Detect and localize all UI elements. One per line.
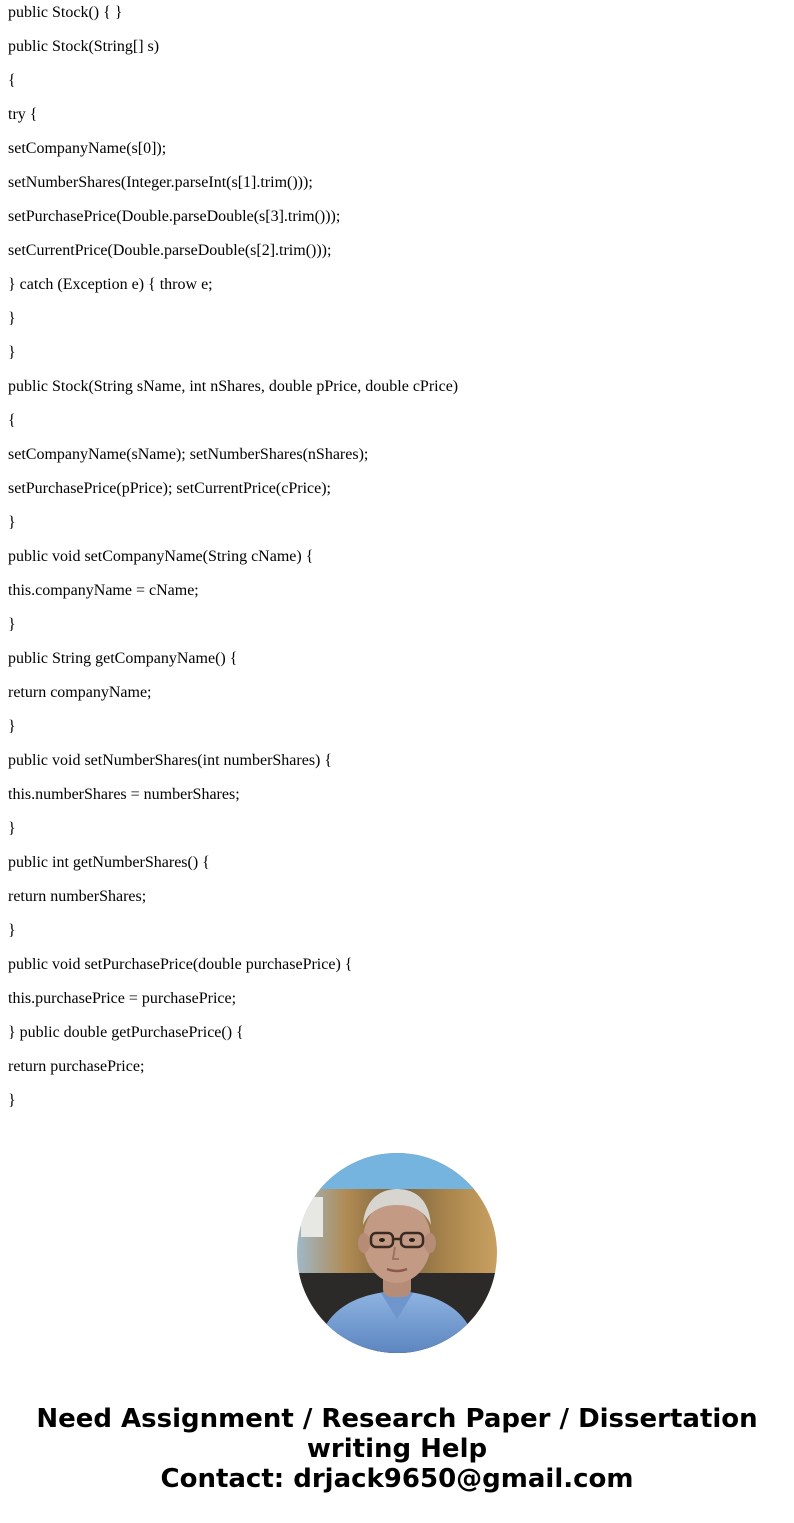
code-line: setCompanyName(sName); setNumberShares(nShares);	[8, 446, 369, 463]
code-line: setCompanyName(s[0]);	[8, 140, 167, 157]
author-avatar	[297, 1153, 497, 1353]
code-line: return numberShares;	[8, 888, 147, 905]
promo-banner	[0, 1404, 794, 1494]
code-line: } public double getPurchasePrice() {	[8, 1024, 244, 1041]
code-line: return companyName;	[8, 684, 152, 701]
code-line: public void setPurchasePrice(double purchasePrice) {	[8, 956, 353, 973]
code-line: public Stock(String[] s)	[8, 38, 160, 55]
code-line: public String getCompanyName() {	[8, 650, 238, 667]
code-line: }	[8, 718, 16, 735]
person-photo-icon	[297, 1153, 497, 1353]
code-line: return purchasePrice;	[8, 1058, 145, 1075]
code-line: public Stock(String sName, int nShares, double pPrice, double cPrice)	[8, 378, 459, 395]
code-listing	[8, 0, 786, 1122]
code-line: setNumberShares(Integer.parseInt(s[1].trim()));	[8, 174, 313, 191]
code-line: setCurrentPrice(Double.parseDouble(s[2].trim()));	[8, 242, 332, 259]
code-line: this.numberShares = numberShares;	[8, 786, 240, 803]
code-line: public void setCompanyName(String cName) {	[8, 548, 314, 565]
code-line: }	[8, 616, 16, 633]
code-line: }	[8, 1092, 16, 1109]
promo-headline: Need Assignment / Research Paper / Dissertation	[36, 1404, 758, 1434]
code-line: {	[8, 412, 16, 429]
code-line: setPurchasePrice(pPrice); setCurrentPrice(cPrice);	[8, 480, 331, 497]
code-line: }	[8, 514, 16, 531]
code-line: }	[8, 344, 16, 361]
code-line: } catch (Exception e) { throw e;	[8, 276, 213, 293]
code-line: {	[8, 72, 16, 89]
code-line: setPurchasePrice(Double.parseDouble(s[3].trim()));	[8, 208, 341, 225]
code-line: public int getNumberShares() {	[8, 854, 210, 871]
code-line: }	[8, 310, 16, 327]
code-line: this.companyName = cName;	[8, 582, 199, 599]
code-line: try {	[8, 106, 38, 123]
promo-contact: Contact: drjack9650@gmail.com	[160, 1464, 634, 1494]
promo-subheadline: writing Help	[306, 1434, 488, 1464]
code-line: }	[8, 820, 16, 837]
code-line: this.purchasePrice = purchasePrice;	[8, 990, 237, 1007]
code-line: public void setNumberShares(int numberShares) {	[8, 752, 333, 769]
code-line: public Stock() { }	[8, 4, 123, 21]
code-line: }	[8, 922, 16, 939]
